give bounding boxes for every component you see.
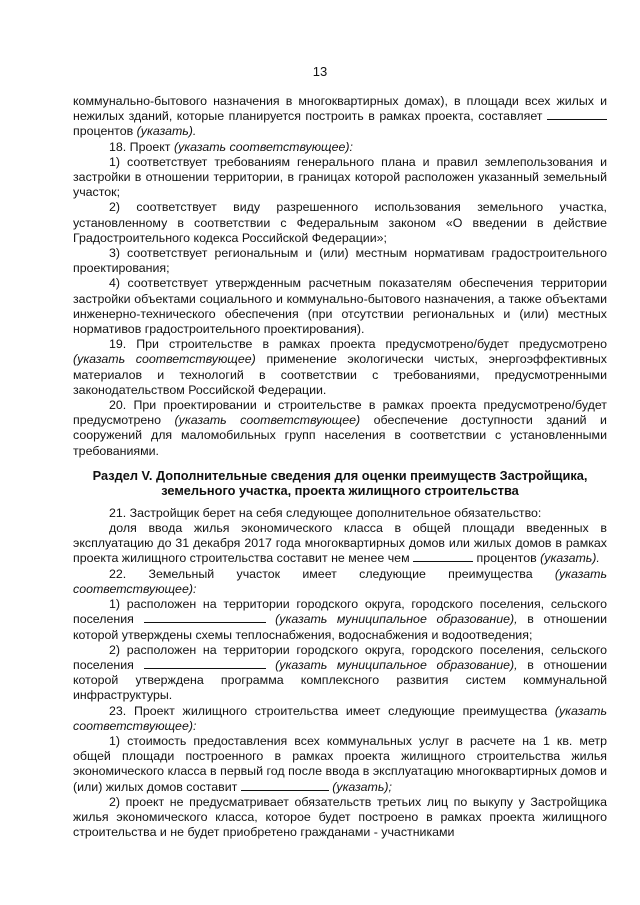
italic-note: (указать муниципальное образование), (275, 657, 518, 672)
fill-blank[interactable] (144, 658, 266, 669)
paragraph-18-item-3: 3) соответствует региональным и (или) местным нормативам градостроительного проектирования; (73, 246, 607, 276)
text: 23. Проект жилищного строительства имеет следующие преимущества (109, 703, 548, 718)
paragraph-22-item-1 (73, 597, 607, 643)
text: коммунально-бытового назначения в многоквартирных домах), в площади всех жилых и нежилых зданий, которые планируется построить в рамках проекта, составляет (73, 94, 607, 124)
paragraph-21: 21. Застройщик берет на себя следующее дополнительное обязательство: (109, 505, 542, 520)
paragraph-23 (73, 704, 607, 734)
text: следующие (359, 566, 426, 581)
paragraph-18-item-1: 1) соответствует требованиям генерального плана и правил землепользования и застройки в отношении территории, в границах которой расположен указанный земельный участок; (73, 154, 607, 200)
italic-note: (указать соответствующее): (73, 703, 607, 733)
paragraph-20 (73, 398, 607, 459)
paragraph-22-item-2 (73, 643, 607, 704)
paragraph-18-item-4: 4) соответствует утвержденным расчетным показателям обеспечения территории застройки объектами социального и коммунально-бытового назначения, а также объектами инженерно-технического обеспечения (при отсутствии региональных и (или) местных нормативов градостроительного проектирования). (73, 276, 607, 337)
text: 2) расположен на территории городского округа, городского поселения, сельского поселения (73, 642, 607, 672)
italic-note: (указать соответствующее) (174, 413, 361, 428)
paragraph-23-item-2: 2) проект не предусматривает обязательств третьих лиц по выкупу у Застройщика жилья экономического класса, которое будет построено в рамках проекта жилищного строительства и не будет приобретено гражданами - участниками (73, 794, 607, 840)
italic-note: (указать). (136, 124, 197, 139)
text: участок (236, 566, 281, 581)
text: 20. При проектировании и строительстве в рамках проекта предусмотрено/будет предусмотрено (73, 398, 607, 428)
text: имеет (302, 566, 337, 581)
text: обеспечение доступности зданий и сооружений для маломобильных групп населения в соответствии с установленными требованиями. (73, 413, 607, 458)
document-body (73, 94, 607, 840)
paragraph-19 (73, 337, 607, 398)
paragraph-23-item-1 (73, 734, 607, 795)
text: преимущества (448, 566, 533, 581)
fill-blank[interactable] (241, 780, 329, 791)
section-heading: Раздел V. Дополнительные сведения для оценки преимуществ Застройщика, земельного участка, проекта жилищного строительства (92, 467, 588, 499)
text: в отношении которой утверждены схемы теплоснабжения, водоснабжения и водоотведения; (73, 612, 608, 642)
text: Земельный (148, 566, 215, 581)
fill-blank[interactable] (413, 551, 473, 562)
text: в отношении которой утверждена программа комплексного развития систем коммунальной инфраструктуры. (73, 657, 608, 703)
fill-blank[interactable] (144, 612, 266, 623)
text: процентов (476, 551, 537, 566)
fill-blank[interactable] (547, 109, 607, 120)
italic-note: (указать (554, 566, 607, 581)
paragraph-18-item-2: 2) соответствует виду разрешенного использования земельного участка, установленному в соответствии с Федеральным законом «О введении в действие Градостроительного кодекса Российской Федерации»; (73, 200, 607, 245)
page-number: 13 (312, 64, 328, 79)
paragraph-21-item (73, 521, 607, 567)
text: 22. (109, 566, 127, 581)
italic-note: (указать); (332, 779, 392, 794)
italic-note: (указать соответствующее): (173, 139, 353, 154)
text: 18. Проект (109, 139, 171, 154)
italic-note: (указать муниципальное образование), (275, 612, 518, 627)
text: 1) расположен на территории городского округа, городского поселения, сельского поселения (73, 597, 607, 627)
paragraph-22-line (73, 567, 607, 582)
paragraph-17-end (73, 94, 607, 140)
paragraph-22-note: соответствующее): (73, 581, 197, 596)
paragraph-18 (73, 140, 607, 155)
italic-note: (указать соответствующее) (73, 352, 256, 367)
text: 19. При строительстве в рамках проекта предусмотрено/будет предусмотрено (109, 337, 607, 352)
text: 1) стоимость предоставления всех коммунальных услуг в расчете на 1 кв. метр общей площади построенного в рамках проекта жилищного строительства жилья экономического класса в первый год после ввода в эксплуатацию многоквартирных домов и (или) жилых домов составит (73, 733, 607, 794)
italic-note: (указать). (540, 551, 600, 566)
text: применение экологически чистых, энергоэффективных материалов и технологий в соответствии с требованиями, предусмотренными законодательством Российской Федерации. (73, 352, 607, 397)
text: доля ввода жилья экономического класса в общей площади введенных в эксплуатацию до 31 декабря 2017 года многоквартирных домов или жилых домов в рамках проекта жилищного строительства составит не менее чем (73, 521, 607, 566)
text: процентов (73, 124, 134, 139)
